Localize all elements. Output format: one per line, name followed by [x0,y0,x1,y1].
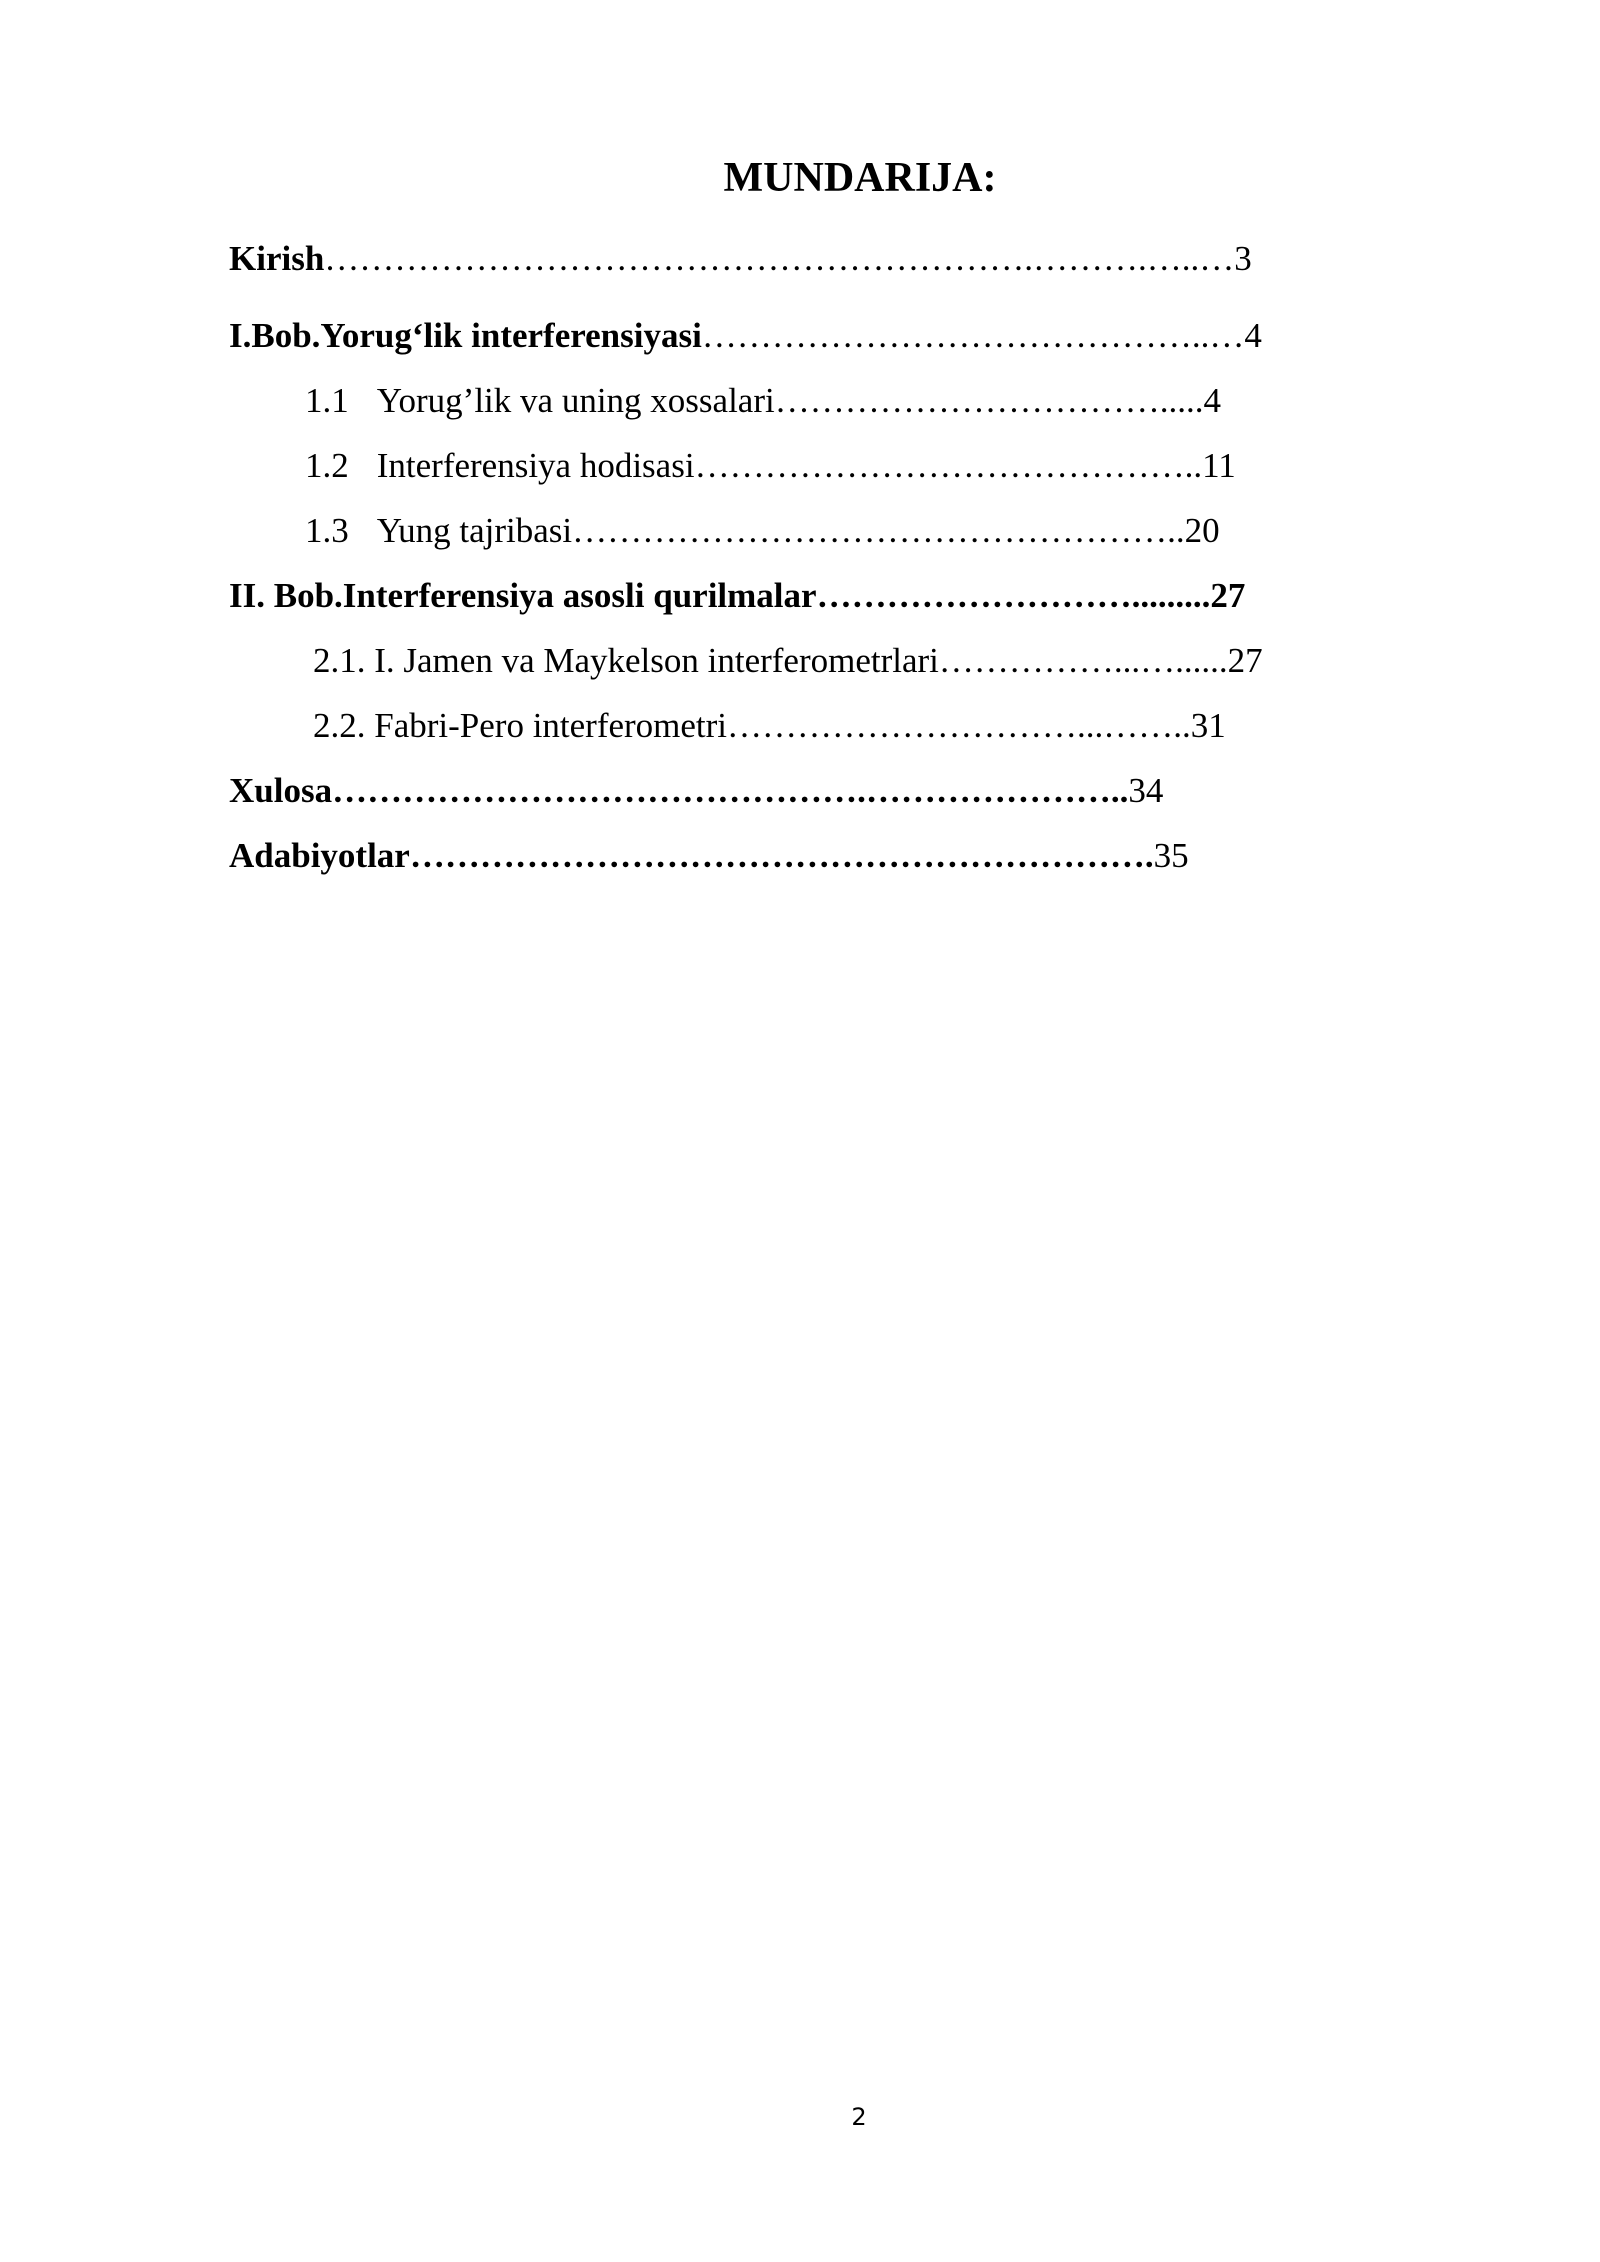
toc-entry-xulosa [229,768,1349,814]
toc-entry-adabiyotlar [229,833,1349,879]
toc-page-number: 3 [1234,239,1252,278]
toc-entry-1-1 [305,378,1345,424]
toc-entry-label: Kirish [229,239,325,278]
toc-section-number: 1.1 [305,381,349,420]
toc-dot-leader: …………………………………….. [694,446,1203,485]
toc-page-number: 27 [1227,641,1263,680]
toc-dot-leader: …………………………...…….. [727,706,1191,745]
toc-dot-leader: …………………………………………………….……….…..… [324,239,1235,278]
toc-section-number: 1.2 [305,446,349,485]
toc-entry-label: I.Bob.Yorug‘lik interferensiyasi [229,316,702,355]
toc-entry-label: 2.1. I. Jamen va Maykelson interferometrlari [313,641,939,680]
toc-entry-label: Yorug’lik va uning xossalari [376,381,775,420]
toc-entry-chapter-1 [229,313,1349,359]
toc-entry-label: Yung tajribasi [376,511,573,550]
toc-page-number: 31 [1190,706,1226,745]
toc-dot-leader: ………………………......... [816,576,1211,615]
toc-dot-leader: …………………………………………….. [572,511,1185,550]
toc-title: MUNDARIJA: [723,155,997,201]
toc-page-number: 4 [1203,381,1221,420]
toc-entry-kirish [229,236,1349,282]
toc-dot-leader: ……………...…...... [938,641,1228,680]
toc-entry-2-2 [313,703,1353,749]
toc-dot-leader: ……………………………..... [774,381,1204,420]
toc-section-number: 1.3 [305,511,349,550]
toc-page-number: 35 [1153,836,1189,875]
toc-entry-chapter-2 [229,573,1349,619]
toc-page-number: 20 [1184,511,1220,550]
toc-entry-2-1 [313,638,1353,684]
toc-page-number: 27 [1210,576,1246,615]
toc-dot-leader: ……………………………………….………………….. [332,771,1129,810]
toc-entry-label: 2.2. Fabri-Pero interferometri [313,706,728,745]
toc-page-number: 4 [1244,316,1262,355]
toc-entry-1-2 [305,443,1355,489]
page-number: 2 [851,2103,867,2131]
toc-entry-label: II. Bob.Interferensiya asosli qurilmalar [229,576,817,615]
toc-entry-label: Interferensiya hodisasi [376,446,695,485]
toc-dot-leader: ………………………………………………………. [409,836,1154,875]
toc-page-number: 11 [1202,446,1236,485]
toc-entry-1-3 [305,508,1345,554]
toc-entry-label: Xulosa [229,771,333,810]
toc-dot-leader: ……………………………………..… [701,316,1245,355]
toc-entry-label: Adabiyotlar [229,836,410,875]
toc-page-number: 34 [1128,771,1164,810]
